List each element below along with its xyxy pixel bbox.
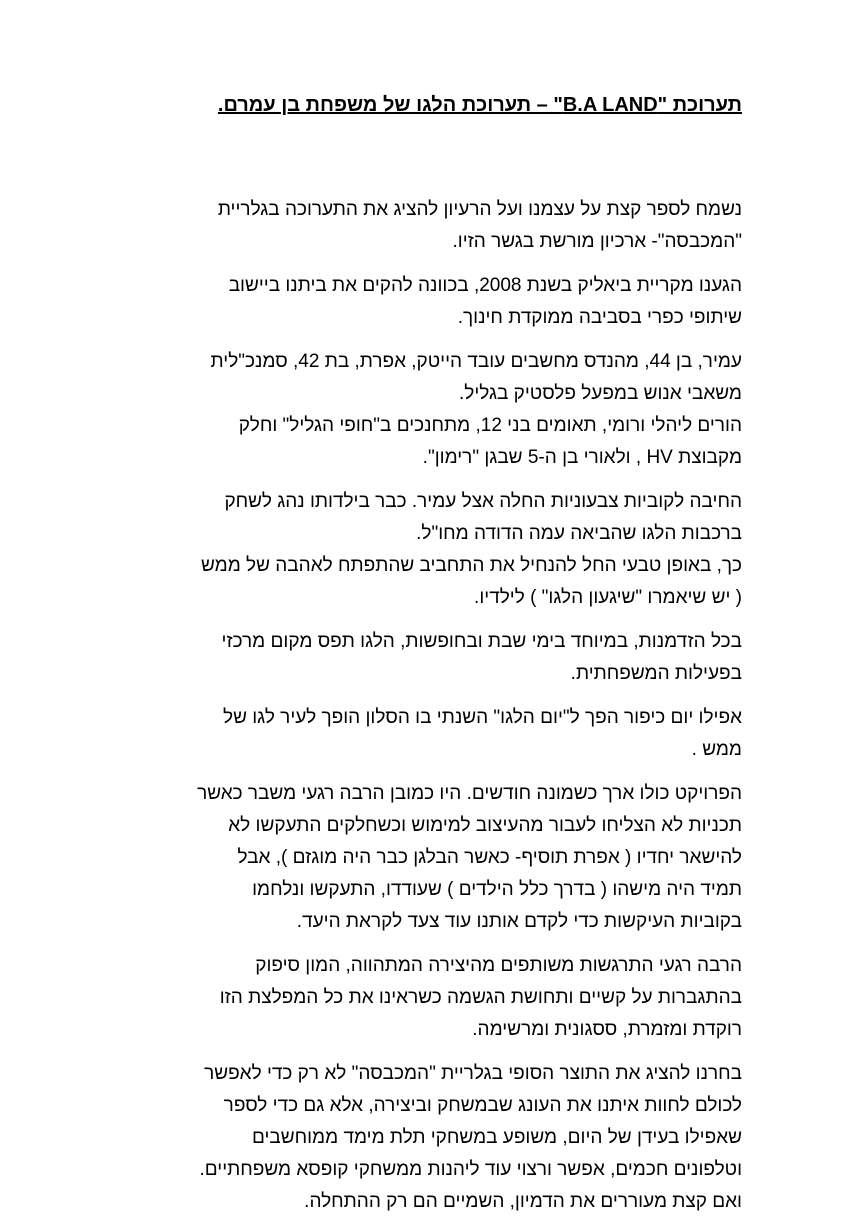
paragraph-line: ברכבות הלגו שהביאה עמה הדודה מחו"ל. xyxy=(416,523,742,544)
paragraph-line: בהתגברות על קשיים ותחושת הגשמה כשראינו את כל המפלצת הזו xyxy=(219,987,742,1008)
paragraph-line: כך, באופן טבעי החל להנחיל את התחביב שהתפתח לאהבה של ממש xyxy=(200,555,742,576)
paragraph-line: תכניות לא הצליחו לעבור מהעיצוב למימוש וכשחלקים התעקשו לא xyxy=(228,815,742,836)
paragraph-line: החיבה לקוביות צבעוניות החלה אצל עמיר. כבר בילדותו נהג לשחק xyxy=(224,491,742,512)
document-title: תערוכת "B.A LAND" – תערוכת הלגו של משפחת בן עמרם. xyxy=(217,94,742,116)
paragraph-line: אפילו יום כיפור הפך ל"יום הלגו" השנתי בו הסלון הופך לעיר לגו של xyxy=(223,707,742,728)
paragraph-line: להישאר יחדיו ( אפרת תוסיף- כאשר הבלגן כבר היה מוגזם ), אבל xyxy=(237,847,742,868)
paragraph-line: תמיד היה מישהו ( בדרך כלל הילדים ) שעודדו, התעקשו ונלחמו xyxy=(252,879,742,900)
paragraph-line: רוקדת ומזמרת, ססגונית ומרשימה. xyxy=(472,1019,742,1040)
document-body xyxy=(107,194,742,1218)
paragraph-line: הורים ליהלי ורומי, תאומים בני 12, מתחנכים ב"חופי הגליל" וחלק xyxy=(238,415,742,436)
paragraph-line: נשמח לספר קצת על עצמנו ועל הרעיון להציג את התערוכה בגלריית xyxy=(217,199,742,220)
paragraph-line: בחרנו להציג את התוצר הסופי בגלריית "המכבסה" לא רק כדי לאפשר xyxy=(204,1063,742,1084)
paragraph-line: וטלפונים חכמים, אפשר ורצוי עוד ליהנות ממשחקי קופסא משפחתיים. xyxy=(199,1159,742,1180)
paragraph-line: משאבי אנוש במפעל פלסטיק בגליל. xyxy=(459,383,742,404)
paragraph-line: ( יש שיאמרו "שיגעון הלגו" ) לילדיו. xyxy=(474,587,742,608)
paragraph-line: ממש . xyxy=(691,739,742,760)
paragraph xyxy=(107,270,742,334)
paragraph-line: הרבה רגעי התרגשות משותפים מהיצירה המתהווה, המון סיפוק xyxy=(255,955,742,976)
paragraph-line: ואם קצת מעוררים את הדמיון, השמיים הם רק ההתחלה. xyxy=(304,1191,742,1212)
paragraph-line: בכל הזדמנות, במיוחד בימי שבת ובחופשות, הלגו תפס מקום מרכזי xyxy=(221,631,742,652)
paragraph xyxy=(107,486,742,614)
paragraph-line: מקבוצת HV , ולאורי בן ה-5 שבגן "רימון". xyxy=(422,447,742,468)
paragraph-line: הפרויקט כולו ארך כשמונה חודשים. היו כמובן הרבה רגעי משבר כאשר xyxy=(197,783,742,804)
paragraph xyxy=(107,702,742,766)
paragraph xyxy=(107,950,742,1046)
paragraph xyxy=(107,626,742,690)
paragraph-line: שיתופי כפרי בסביבה ממוקדת חינוך. xyxy=(457,307,742,328)
paragraph-line: שאפילו בעידן של היום, משופע במשחקי תלת מימד ממוחשבים xyxy=(251,1127,742,1148)
paragraph-line: הגענו מקריית ביאליק בשנת 2008, בכוונה להקים את ביתנו ביישוב xyxy=(228,275,742,296)
paragraph xyxy=(107,194,742,258)
paragraph xyxy=(107,346,742,474)
paragraph-line: עמיר, בן 44, מהנדס מחשבים עובד הייטק, אפרת, בת 42, סמנכ"לית xyxy=(210,351,742,372)
paragraph xyxy=(107,778,742,938)
paragraph xyxy=(107,1058,742,1218)
paragraph-line: לכולם לחוות איתנו את העונג שבמשחק וביצירה, אלא גם כדי לספר xyxy=(223,1095,742,1116)
paragraph-line: בקוביות העיקשות כדי לקדם אותנו עוד צעד לקראת היעד. xyxy=(296,911,742,932)
paragraph-line: "המכבסה"- ארכיון מורשת בגשר הזיו. xyxy=(452,231,742,252)
paragraph-line: בפעילות המשפחתית. xyxy=(570,663,742,684)
